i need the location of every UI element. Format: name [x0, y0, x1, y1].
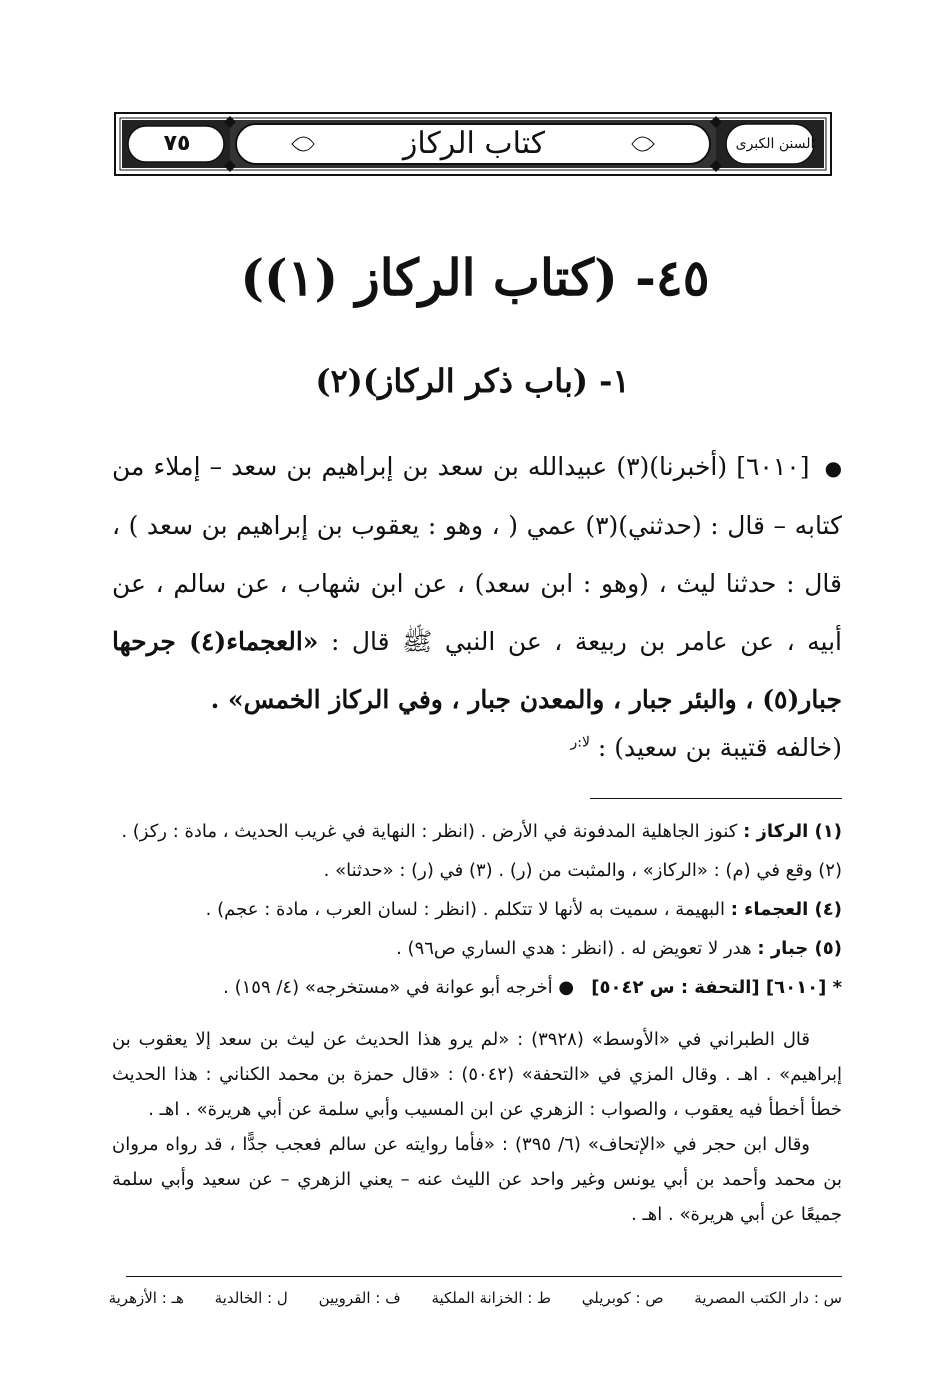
sources-divider [126, 1276, 842, 1277]
footnote-text: (٢) وقع في (م) : «الركاز» ، والمثبت من (ر) . (٣) في (ر) : «حدثنا» . [323, 860, 842, 881]
manuscript-sources [108, 1284, 842, 1312]
footnote-text: هدر لا تعويض له . (انظر : هدي الساري ص٩٦) . [396, 938, 752, 959]
book-title: ٤٥- (كتاب الركاز (١)) [240, 248, 710, 307]
footnote-text: البهيمة ، سميت به لأنها لا تتكلم . (انظر : لسان العرب ، مادة : عجم) . [205, 899, 725, 920]
footnote-item [112, 890, 842, 929]
hadith-matn: «العجماء(٤) جرحها جبار(٥) ، والبئر جبار ، والمعدن جبار ، وفي الركاز الخمس» . [112, 627, 842, 714]
takhrij-text: ● أخرجه أبو عوانة في «مستخرجه» (٤/ ١٥٩) . [223, 977, 575, 998]
takhrij-line [112, 968, 842, 1007]
source-item: ط : الخزانة الملكية [431, 1289, 551, 1307]
footnote-item [112, 812, 842, 851]
takhrij-marker: * [٦٠١٠] [التحفة : س ٥٠٤٢] [591, 977, 842, 998]
hadith-isnad: (أخبرنا)(٣) عبيدالله بن سعد بن إبراهيم بن سعد – إملاء من كتابه – قال : (حدثني)(٣) عمي ( ، وهو : يعقوب بن إبراهيم بن سعد ) ، قال : حدثنا ليث ، (وهو : ابن سعد) ، عن ابن شهاب ، عن سالم ، عن أبيه ، عن عامر بن ربيعة ، عن النبي ﷺ قال : [112, 452, 843, 656]
source-item: س : دار الكتب المصرية [694, 1289, 842, 1307]
commentary-paragraph: وقال ابن حجر في «الإتحاف» (٦/ ٣٩٥) : «فأما روايته عن سالم فعجب جدًّا ، قد رواه مروان بن محمد وأحمد بن أبي يونس وغير واحد عن الليث عنه – يعني الزهري – عن سعيد وأبي سلمة جميعًا عن أبي هريرة» . اهـ . [112, 1134, 842, 1225]
chapter-title: ١- (باب ذكر الركاز)(٢) [315, 362, 630, 400]
running-title: كتاب الركاز [402, 126, 546, 161]
source-item: ف : القرويين [318, 1289, 401, 1307]
commentary-paragraph: قال الطبراني في «الأوسط» (٣٩٢٨) : «لم يرو هذا الحديث عن ليث بن سعد إلا يعقوب بن إبراهيم» . اهـ . وقال المزي في «التحفة» (٥٠٤٢) : «قال حمزة بن محمد الكناني : هذا الحديث خطأ أخطأ فيه يعقوب ، والصواب : الزهري عن ابن المسيب وأبي سلمة عن أبي هريرة» . اهـ . [112, 1029, 842, 1120]
footnote-item [112, 929, 842, 968]
header-emblem: السنن الكبرى [735, 136, 815, 152]
footnote-divider [590, 798, 842, 799]
hadith-number: [٦٠١٠] [736, 452, 810, 481]
footnotes [112, 812, 842, 1007]
footnote-text: كنوز الجاهلية المدفونة في الأرض . (انظر : النهاية في غريب الحديث ، مادة : ركز) . [121, 821, 738, 842]
source-item: هـ : الأزهرية [108, 1289, 184, 1307]
footnote-item [112, 851, 842, 890]
hadith-note-text: (خالفه قتيبة بن سعيد) : [597, 733, 842, 762]
manuscript-mark: لا:ر [570, 734, 590, 751]
footnote-term: (١) الركاز : [743, 821, 842, 842]
footnote-term: (٤) العجماء : [730, 899, 842, 920]
footnote-term: (٥) جبار : [757, 938, 842, 959]
hadith-block [112, 438, 842, 729]
source-item: ص : كوبريلي [581, 1289, 664, 1307]
page-number: ٧٥ [163, 131, 191, 156]
bullet-icon: ● [824, 456, 843, 480]
commentary [112, 1022, 842, 1232]
hadith-note [112, 728, 842, 768]
page-header-banner [114, 112, 832, 176]
source-item: ل : الخالدية [214, 1289, 288, 1307]
